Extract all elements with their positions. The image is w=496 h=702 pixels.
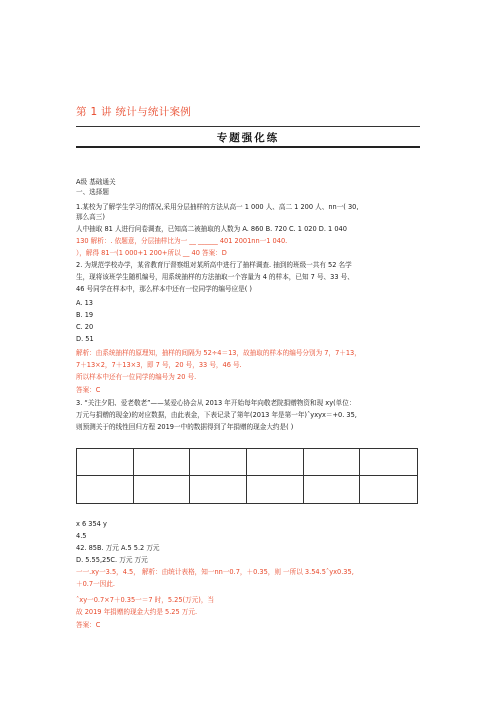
banner-bottom-rule	[76, 146, 420, 148]
q1-answer: 答案：D	[202, 249, 227, 257]
q2-solution-line: 所以样本中还有一位同学的编号为 20 号.	[76, 373, 197, 381]
table-cell	[247, 449, 304, 476]
q3-solution-line: ＋0.7一因此.	[76, 580, 115, 588]
table-cell	[77, 476, 134, 503]
table-cell	[134, 476, 191, 503]
level-heading: A级 基础通关	[76, 178, 116, 186]
lesson-title: 第 1 讲 统计与统计案例	[76, 106, 192, 118]
q2-answer: 答案：C	[76, 386, 101, 394]
q3-fragment-line: x 6 354 y	[76, 520, 107, 528]
q3-fragment-line: 4.5	[76, 532, 87, 540]
q2-text-line: 2. 为规范学校办学，某省教育厅督察组对某所高中进行了抽样调查. 抽到的班级一共有 52 名学	[76, 261, 352, 269]
q1-solution-text: ），解得 81一(1 000+1 200+所以 __ 40	[76, 249, 202, 257]
q2-option: D. 51	[76, 335, 94, 343]
q3-fragment-line: 42. 85B. 万元 A.5 5.2 万元	[76, 544, 160, 552]
q3-solution-text: 一一.xy一3.5，4.5，	[76, 568, 142, 576]
banner-text: 专题强化练	[216, 132, 280, 144]
q2-option: C. 20	[76, 323, 94, 331]
q3-text-line: 万元与捐赠的现金)的对应数据，由此表金，下表记录了第年(2013 年是第一年)ˆyxyx＝+0. 35,	[76, 411, 357, 419]
q1-solution-line: 130 解析：. 依题意，分层抽样比为一 __ ______ 401 2001nn一1 040.	[76, 237, 288, 245]
q2-option: A. 13	[76, 299, 93, 307]
q3-solution-row	[76, 568, 354, 577]
q1-text-line: 人中抽取 81 人进行问卷调查，已知高二被抽取的人数为 A. 860 B. 720 C. 1 020 D. 1 040	[76, 225, 347, 233]
section-banner	[76, 126, 420, 150]
table-cell	[304, 476, 361, 503]
q2-solution-line: 7＋13×2，7＋13×3，即 7 号，20 号，33 号，46 号.	[76, 361, 242, 369]
q1-text-line: 那么高三)	[76, 213, 105, 221]
table-cell	[304, 449, 361, 476]
table-cell	[247, 476, 304, 503]
table-cell	[190, 449, 247, 476]
q2-text-line: 46 号同学在样本中，那么样本中还有一位同学的编号应是( )	[76, 285, 252, 293]
table-cell	[77, 449, 134, 476]
q3-solution-text: 解析：由统计表格，知一nn一0.7，＋0.35，则 一所以 3.54.5ˆyx0.35,	[141, 568, 354, 576]
q2-text-line: 生，现将该班学生随机编号，用系统抽样的方法抽取一个容量为 4 的样本，已知 7 号、33 号、	[76, 273, 354, 281]
q2-solution-line: 解析：由系统抽样的原理知，抽样的间隔为 52÷4＝13，故抽取的样本的编号分别为 7，7＋13，	[76, 349, 361, 357]
q3-solution-line: 故 2019 年捐赠的现金大约是 5.25 万元.	[76, 608, 198, 616]
q1-text-line: 1.某校为了解学生学习的情况,采用分层抽样的方法从高一 1 000 人、高二 1 200 人、nn一( 30,	[76, 203, 359, 211]
table-cell	[190, 476, 247, 503]
q3-answer: 答案：C	[76, 621, 101, 629]
q3-solution-line: ˆxy一0.7×7＋0.35一＝7 时，5.25(万元)，当	[76, 596, 215, 604]
q1-solution-row	[76, 249, 227, 258]
table-cell	[360, 476, 417, 503]
table-cell	[134, 449, 191, 476]
q3-fragment-line: D. 5.55,25C. 万元 万元	[76, 556, 148, 564]
data-table	[76, 448, 418, 504]
q3-text-line: 则预测关于的线性回归方程 2019一中的数据得到了年捐赠的现金大约是( )	[76, 423, 294, 431]
q2-option: B. 19	[76, 311, 94, 319]
q3-text-line: 3. “关注夕阳、爱老敬老”——某爱心协会从 2013 年开始每年向敬老院捐赠物资和现 xy(单位：	[76, 399, 356, 407]
section-heading: 一、选择题	[76, 188, 109, 196]
table-cell	[360, 449, 417, 476]
banner-top-rule	[76, 126, 420, 127]
